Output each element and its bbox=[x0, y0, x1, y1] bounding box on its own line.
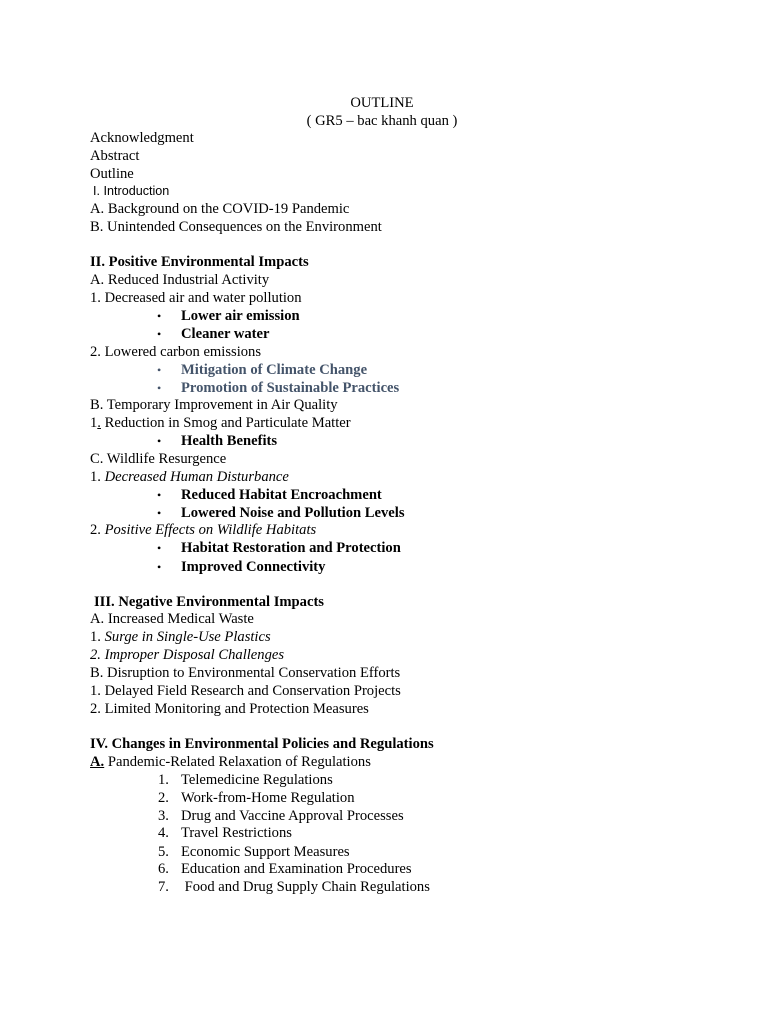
bullet-item bbox=[0, 504, 768, 522]
bullet-glyph: • bbox=[157, 309, 162, 323]
item-number: 1 bbox=[90, 415, 98, 431]
item-number: 7. bbox=[158, 879, 169, 895]
outline-item: A. Increased Medical Waste bbox=[90, 611, 254, 627]
outline-item bbox=[90, 521, 316, 539]
outline-item: A. Background on the COVID-19 Pandemic bbox=[90, 201, 350, 217]
bullet-item bbox=[0, 432, 768, 450]
item-text: Work-from-Home Regulation bbox=[181, 790, 355, 806]
item-text: Reduction in Smog and Particulate Matter bbox=[100, 415, 351, 431]
item-number: 1. bbox=[90, 629, 105, 645]
bullet-text: Mitigation of Climate Change bbox=[181, 362, 368, 378]
bullet-text: Lowered Noise and Pollution Levels bbox=[181, 505, 405, 521]
item-text: Decreased Human Disturbance bbox=[104, 469, 289, 485]
item-text: Drug and Vaccine Approval Processes bbox=[181, 808, 404, 824]
bullet-text: Lower air emission bbox=[181, 308, 300, 324]
item-number: 2. bbox=[90, 522, 105, 538]
section-heading-policy-changes: IV. Changes in Environmental Policies and Regulations bbox=[90, 736, 434, 752]
bullet-glyph: • bbox=[157, 434, 162, 448]
bullet-item bbox=[0, 379, 768, 397]
outline-item: B. Disruption to Environmental Conservation Efforts bbox=[90, 665, 401, 681]
bullet-text: Promotion of Sustainable Practices bbox=[181, 380, 400, 396]
bullet-glyph: • bbox=[157, 363, 162, 377]
outline-item: 2. Limited Monitoring and Protection Measures bbox=[90, 701, 369, 717]
front-matter-outline: Outline bbox=[90, 166, 134, 182]
bullet-text: Health Benefits bbox=[181, 433, 278, 449]
item-text: Surge in Single-Use Plastics bbox=[104, 629, 271, 645]
outline-item: C. Wildlife Resurgence bbox=[90, 451, 227, 467]
item-number-dot: . bbox=[97, 415, 101, 431]
item-text: Positive Effects on Wildlife Habitats bbox=[104, 522, 317, 538]
outline-item bbox=[90, 628, 271, 646]
numbered-item bbox=[0, 771, 768, 789]
bullet-glyph: • bbox=[157, 560, 162, 574]
numbered-item bbox=[0, 843, 768, 861]
section-heading-positive-impacts: II. Positive Environmental Impacts bbox=[90, 254, 309, 270]
item-number: 4. bbox=[158, 825, 169, 841]
section-heading-negative-impacts: III. Negative Environmental Impacts bbox=[94, 594, 324, 610]
bullet-glyph: • bbox=[157, 541, 162, 555]
bullet-item bbox=[0, 558, 768, 576]
outline-item: 2. Improper Disposal Challenges bbox=[90, 647, 285, 663]
item-number: 1. bbox=[90, 469, 105, 485]
item-number: 2. bbox=[158, 790, 169, 806]
outline-item: B. Unintended Consequences on the Environment bbox=[90, 219, 382, 235]
item-text: Economic Support Measures bbox=[181, 844, 350, 860]
bullet-text: Reduced Habitat Encroachment bbox=[181, 487, 382, 503]
item-label: A. bbox=[90, 754, 105, 770]
outline-item bbox=[90, 414, 351, 432]
numbered-item bbox=[0, 789, 768, 807]
numbered-item bbox=[0, 824, 768, 842]
item-text: Education and Examination Procedures bbox=[181, 861, 412, 877]
numbered-item bbox=[0, 860, 768, 878]
bullet-text: Cleaner water bbox=[181, 326, 270, 342]
outline-item bbox=[90, 468, 289, 486]
item-text: Pandemic-Related Relaxation of Regulations bbox=[104, 754, 371, 770]
outline-item: A. Reduced Industrial Activity bbox=[90, 272, 270, 288]
bullet-glyph: • bbox=[157, 506, 162, 520]
bullet-glyph: • bbox=[157, 488, 162, 502]
numbered-item bbox=[0, 878, 768, 896]
front-matter-abstract: Abstract bbox=[90, 148, 140, 164]
bullet-item bbox=[0, 325, 768, 343]
outline-item: B. Temporary Improvement in Air Quality bbox=[90, 397, 338, 413]
bullet-item bbox=[0, 539, 768, 557]
outline-item: 1. Decreased air and water pollution bbox=[90, 290, 302, 306]
outline-item bbox=[90, 753, 371, 771]
outline-item: 1. Delayed Field Research and Conservation Projects bbox=[90, 683, 401, 699]
item-text: Telemedicine Regulations bbox=[181, 772, 333, 788]
item-number: 5. bbox=[158, 844, 169, 860]
bullet-glyph: • bbox=[157, 327, 162, 341]
document-title: OUTLINE bbox=[350, 95, 414, 111]
item-number: 1. bbox=[158, 772, 169, 788]
bullet-item bbox=[0, 486, 768, 504]
bullet-item bbox=[0, 307, 768, 325]
bullet-text: Habitat Restoration and Protection bbox=[181, 540, 401, 556]
front-matter-acknowledgment: Acknowledgment bbox=[90, 130, 194, 146]
document-subtitle: ( GR5 – bac khanh quan ) bbox=[306, 113, 458, 129]
item-text: Travel Restrictions bbox=[181, 825, 292, 841]
item-text: Food and Drug Supply Chain Regulations bbox=[181, 879, 430, 895]
numbered-item bbox=[0, 807, 768, 825]
section-heading-introduction: I. Introduction bbox=[93, 184, 170, 198]
bullet-glyph: • bbox=[157, 381, 162, 395]
item-number: 3. bbox=[158, 808, 169, 824]
item-number: 6. bbox=[158, 861, 169, 877]
outline-item: 2. Lowered carbon emissions bbox=[90, 344, 262, 360]
bullet-text: Improved Connectivity bbox=[181, 559, 326, 575]
bullet-item bbox=[0, 361, 768, 379]
